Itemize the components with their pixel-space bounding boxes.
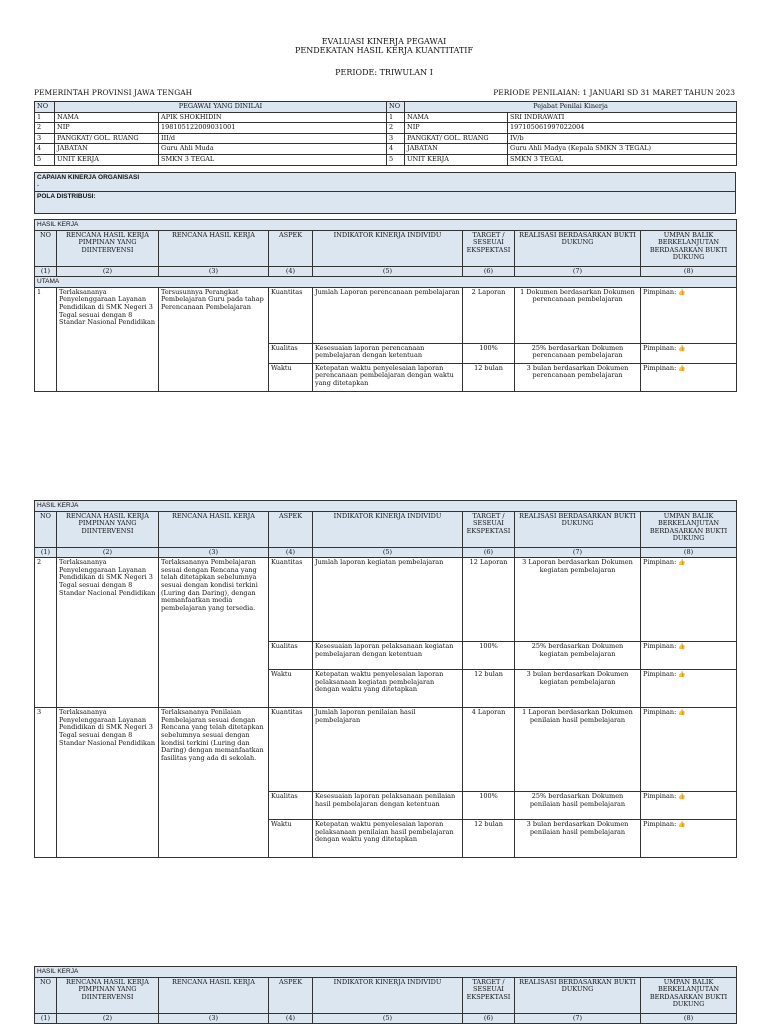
col-number: (8) [641, 1013, 737, 1024]
target-cell: 12 Laporan [463, 558, 515, 642]
aspek-cell: Kuantitas [269, 708, 313, 792]
realisasi-cell: 3 bulan berdasarkan Dokumen penilaian hasil pembelajaran [515, 820, 641, 858]
thumbs-up-icon: 👍 [678, 821, 686, 829]
identity-row [35, 123, 737, 134]
item-rencana: Tersusunnya Perangkat Pembelajaran Guru pada tahap Perencanaan Pembelajaran [159, 287, 269, 391]
item-rencana-pimpinan: Terlaksananya Penyelenggaraan Layanan Pendidikan di SMK Negeri 3 Tegal sesuai dengan 8 Standar Nasional Pendidikan [57, 708, 159, 858]
periode-penilaian-label: PERIODE PENILAIAN: 1 JANUARI SD 31 MARET TAHUN 2023 [493, 88, 735, 97]
target-cell: 12 bulan [463, 363, 515, 391]
thumbs-up-icon: 👍 [678, 559, 686, 567]
hasil-kerja-table-2 [34, 500, 737, 858]
indikator-cell: Jumlah Laporan perencanaan pembelajaran [313, 287, 463, 343]
realisasi-cell: 3 bulan berdasarkan Dokumen kegiatan pembelajaran [515, 670, 641, 708]
indikator-cell: Ketepatan waktu penyelesaian laporan pelaksanaan penilaian hasil pembelajaran dengan waktu yang ditetapkan [313, 820, 463, 858]
instansi-label: PEMERINTAH PROVINSI JAWA TENGAH [34, 88, 193, 97]
hasil-kerja-label: HASIL KERJA [35, 967, 737, 978]
pegawai-dinilai-header: PEGAWAI YANG DINILAI [55, 102, 387, 113]
col-number: (1) [35, 1013, 57, 1024]
col-number: (2) [57, 547, 159, 558]
item-no: 1 [35, 287, 57, 391]
capaian-kinerja-cell [35, 173, 736, 192]
identity-no: 1 [35, 112, 55, 123]
identity-label: UNIT KERJA [405, 154, 508, 165]
hasil-kerja-label: HASIL KERJA [35, 501, 737, 512]
pegawai-pangkat: III/d [159, 133, 387, 144]
identity-row [35, 154, 737, 165]
realisasi-cell: 3 Laporan berdasarkan Dokumen kegiatan pembelajaran [515, 558, 641, 642]
indikator-cell: Kesesuaian laporan perencanaan pembelajaran dengan ketentuan [313, 343, 463, 363]
penilai-pangkat: IV/b [508, 133, 737, 144]
umpan-balik-cell [641, 558, 737, 642]
identity-no: 3 [387, 133, 405, 144]
column-number-row [35, 1013, 737, 1024]
col-no-header: NO [35, 230, 57, 266]
target-cell: 100% [463, 343, 515, 363]
aspek-cell: Kualitas [269, 343, 313, 363]
aspek-cell: Waktu [269, 820, 313, 858]
item-rencana: Terlaksananya Penilaian Pembelajaran sesuai dengan Rencana yang telah ditetapkan sebelumnya sesuai dengan kondisi terkini (Luring dan Daring) dengan memanfaatkan fasilitas yang ada di sekolah. [159, 708, 269, 858]
col-indikator-header: INDIKATOR KINERJA INDIVIDU [313, 511, 463, 547]
item-no: 3 [35, 708, 57, 858]
thumbs-up-icon: 👍 [678, 344, 686, 352]
col-number: (8) [641, 547, 737, 558]
realisasi-cell: 1 Dokumen berdasarkan Dokumen perencanaan pembelajaran [515, 287, 641, 343]
col-no-header: NO [35, 977, 57, 1013]
pimpinan-label: Pimpinan: [643, 792, 677, 801]
thumbs-up-icon: 👍 [678, 643, 686, 651]
col-umpan-balik-header: UMPAN BALIK BERKELANJUTAN BERDASARKAN BUKTI DUKUNG [641, 230, 737, 266]
indikator-cell: Ketepatan waktu penyelesaian laporan pelaksanaan kegiatan pembelajaran dengan waktu yang ditetapkan [313, 670, 463, 708]
col-realisasi-header: REALISASI BERDASARKAN BUKTI DUKUNG [515, 230, 641, 266]
pimpinan-label: Pimpinan: [643, 363, 677, 372]
identity-label: JABATAN [405, 144, 508, 155]
col-number: (3) [159, 547, 269, 558]
aspek-cell: Kuantitas [269, 287, 313, 343]
identity-no: 4 [387, 144, 405, 155]
target-cell: 12 bulan [463, 820, 515, 858]
col-number: (2) [57, 266, 159, 277]
item-row [35, 558, 737, 642]
col-number: (6) [463, 547, 515, 558]
col-number: (5) [313, 266, 463, 277]
identity-label: NIP [55, 123, 159, 134]
column-header-row [35, 230, 737, 266]
aspek-cell: Waktu [269, 670, 313, 708]
col-no-header: NO [35, 511, 57, 547]
identity-label: PANGKAT/ GOL. RUANG [405, 133, 508, 144]
col-aspek-header: ASPEK [269, 230, 313, 266]
column-header-row [35, 511, 737, 547]
item-row [35, 708, 737, 792]
identity-table [34, 101, 737, 166]
umpan-balik-cell [641, 820, 737, 858]
thumbs-up-icon: 👍 [678, 793, 686, 801]
doc-subtitle: PENDEKATAN HASIL KERJA KUANTITATIF [294, 46, 474, 55]
pegawai-unit-kerja: SMKN 3 TEGAL [159, 154, 387, 165]
capaian-kinerja-value: - [37, 181, 40, 189]
pimpinan-label: Pimpinan: [643, 558, 677, 567]
col-number: (3) [159, 266, 269, 277]
realisasi-cell: 25% berdasarkan Dokumen perencanaan pembelajaran [515, 343, 641, 363]
col-realisasi-header: REALISASI BERDASARKAN BUKTI DUKUNG [515, 511, 641, 547]
col-number: (5) [313, 1013, 463, 1024]
col-indikator-header: INDIKATOR KINERJA INDIVIDU [313, 230, 463, 266]
penilai-nip: 197105061997022004 [508, 123, 737, 134]
pimpinan-label: Pimpinan: [643, 820, 677, 829]
aspek-cell: Kualitas [269, 792, 313, 820]
identity-row [35, 133, 737, 144]
hasil-kerja-table-3 [34, 966, 737, 1024]
identity-no: 3 [35, 133, 55, 144]
pimpinan-label: Pimpinan: [643, 287, 677, 296]
col-indikator-header: INDIKATOR KINERJA INDIVIDU [313, 977, 463, 1013]
umpan-balik-cell [641, 792, 737, 820]
col-rencana-header: RENCANA HASIL KERJA [159, 230, 269, 266]
realisasi-cell: 3 bulan berdasarkan Dokumen perencanaan pembelajaran [515, 363, 641, 391]
umpan-balik-cell [641, 708, 737, 792]
umpan-balik-cell [641, 642, 737, 670]
identity-no: 1 [387, 112, 405, 123]
identity-no-header-left: NO [35, 102, 55, 113]
periode-label: PERIODE: TRIWULAN I [335, 68, 433, 77]
identity-label: NAMA [405, 112, 508, 123]
col-number: (7) [515, 547, 641, 558]
indikator-cell: Jumlah laporan kegiatan pembelajaran [313, 558, 463, 642]
identity-row [35, 112, 737, 123]
indikator-cell: Kesesuaian laporan pelaksanaan kegiatan pembelajaran dengan ketentuan [313, 642, 463, 670]
umpan-balik-cell [641, 287, 737, 343]
pejabat-penilai-header: Pejabat Penilai Kinerja [405, 102, 737, 113]
col-number: (2) [57, 1013, 159, 1024]
pimpinan-label: Pimpinan: [643, 642, 677, 651]
col-number: (4) [269, 547, 313, 558]
target-cell: 2 Laporan [463, 287, 515, 343]
col-rencana-pimpinan-header: RENCANA HASIL KERJA PIMPINAN YANG DIINTERVENSI [57, 230, 159, 266]
col-rencana-header: RENCANA HASIL KERJA [159, 977, 269, 1013]
col-umpan-balik-header: UMPAN BALIK BERKELANJUTAN BERDASARKAN BUKTI DUKUNG [641, 977, 737, 1013]
item-rencana: Terlaksananya Pembelajaran sesuai dengan Rencana yang telah ditetapkan sebelumnya sesuai dengan kondisi terkini (Luring dan Daring), dengan memanfaatkan media pembelajaran yang tersedia. [159, 558, 269, 708]
column-number-row [35, 266, 737, 277]
realisasi-cell: 25% berdasarkan Dokumen penilaian hasil pembelajaran [515, 792, 641, 820]
col-target-header: TARGET / SESEUAI EKSPEKTASI [463, 230, 515, 266]
item-row [35, 287, 737, 343]
umpan-balik-cell [641, 343, 737, 363]
col-number: (5) [313, 547, 463, 558]
col-number: (4) [269, 1013, 313, 1024]
item-rencana-pimpinan: Terlaksananya Penyelenggaraan Layanan Pendidikan di SMK Negeri 3 Tegal sesuai dengan 8 Standar Nasional Pendidikan [57, 287, 159, 391]
col-aspek-header: ASPEK [269, 511, 313, 547]
target-cell: 100% [463, 642, 515, 670]
pimpinan-label: Pimpinan: [643, 708, 677, 717]
col-number: (4) [269, 266, 313, 277]
column-number-row [35, 547, 737, 558]
realisasi-cell: 1 Laporan berdasarkan Dokumen penilaian hasil pembelajaran [515, 708, 641, 792]
target-cell: 100% [463, 792, 515, 820]
target-cell: 4 Laporan [463, 708, 515, 792]
umpan-balik-cell [641, 363, 737, 391]
identity-header-row [35, 102, 737, 113]
identity-no: 5 [387, 154, 405, 165]
identity-no-header-right: NO [387, 102, 405, 113]
identity-row [35, 144, 737, 155]
aspek-cell: Kuantitas [269, 558, 313, 642]
col-number: (6) [463, 1013, 515, 1024]
item-no: 2 [35, 558, 57, 708]
pimpinan-label: Pimpinan: [643, 343, 677, 352]
col-number: (8) [641, 266, 737, 277]
pegawai-nip: 198105122009031001 [159, 123, 387, 134]
identity-label: JABATAN [55, 144, 159, 155]
thumbs-up-icon: 👍 [678, 671, 686, 679]
identity-label: NAMA [55, 112, 159, 123]
umpan-balik-cell [641, 670, 737, 708]
col-realisasi-header: REALISASI BERDASARKAN BUKTI DUKUNG [515, 977, 641, 1013]
capaian-table [34, 172, 736, 214]
col-umpan-balik-header: UMPAN BALIK BERKELANJUTAN BERDASARKAN BUKTI DUKUNG [641, 511, 737, 547]
pegawai-jabatan: Guru Ahli Muda [159, 144, 387, 155]
col-number: (3) [159, 1013, 269, 1024]
aspek-cell: Kualitas [269, 642, 313, 670]
hasil-kerja-label: HASIL KERJA [35, 220, 737, 231]
identity-label: PANGKAT/ GOL. RUANG [55, 133, 159, 144]
identity-no: 2 [387, 123, 405, 134]
item-rencana-pimpinan: Terlaksananya Penyelenggaraan Layanan Pendidikan di SMK Negeri 3 Tegal sesuai dengan 8 Standar Nacional Pendidikan [57, 558, 159, 708]
indikator-cell: Jumlah laporan penilaian hasil pembelajaran [313, 708, 463, 792]
col-target-header: TARGET / SESEUAI EKSPEKTASI [463, 977, 515, 1013]
col-number: (1) [35, 547, 57, 558]
identity-no: 5 [35, 154, 55, 165]
col-target-header: TARGET / SESEUAI EKSPEKTASI [463, 511, 515, 547]
col-number: (1) [35, 266, 57, 277]
utama-label: UTAMA [35, 277, 737, 288]
realisasi-cell: 25% berdasarkan Dokumen kegiatan pembelajaran [515, 642, 641, 670]
hasil-kerja-table-1 [34, 219, 737, 392]
col-number: (6) [463, 266, 515, 277]
indikator-cell: Ketepatan waktu penyelesaian laporan perencanaan pembelajaran dengan waktu yang ditetapkan [313, 363, 463, 391]
penilai-jabatan: Guru Ahli Madya (Kepala SMKN 3 TEGAL) [508, 144, 737, 155]
thumbs-up-icon: 👍 [678, 364, 686, 372]
col-aspek-header: ASPEK [269, 977, 313, 1013]
col-number: (7) [515, 1013, 641, 1024]
identity-no: 2 [35, 123, 55, 134]
aspek-cell: Waktu [269, 363, 313, 391]
identity-label: UNIT KERJA [55, 154, 159, 165]
thumbs-up-icon: 👍 [678, 709, 686, 717]
identity-no: 4 [35, 144, 55, 155]
target-cell: 12 bulan [463, 670, 515, 708]
identity-label: NIP [405, 123, 508, 134]
indikator-cell: Kesesuaian laporan pelaksanaan penilaian hasil pembelajaran dengan ketentuan [313, 792, 463, 820]
col-rencana-header: RENCANA HASIL KERJA [159, 511, 269, 547]
col-rencana-pimpinan-header: RENCANA HASIL KERJA PIMPINAN YANG DIINTERVENSI [57, 511, 159, 547]
col-rencana-pimpinan-header: RENCANA HASIL KERJA PIMPINAN YANG DIINTERVENSI [57, 977, 159, 1013]
penilai-nama: SRI INDRAWATI [508, 112, 737, 123]
capaian-kinerja-label: CAPAIAN KINERJA ORGANISASI [37, 174, 140, 181]
penilai-unit-kerja: SMKN 3 TEGAL [508, 154, 737, 165]
col-number: (7) [515, 266, 641, 277]
pimpinan-label: Pimpinan: [643, 670, 677, 679]
column-header-row [35, 977, 737, 1013]
doc-title: EVALUASI KINERJA PEGAWAI [321, 37, 447, 46]
pola-distribusi-label: POLA DISTRIBUSI: [35, 192, 736, 214]
pegawai-nama: APIK SHOKHIDIN [159, 112, 387, 123]
thumbs-up-icon: 👍 [678, 288, 686, 296]
